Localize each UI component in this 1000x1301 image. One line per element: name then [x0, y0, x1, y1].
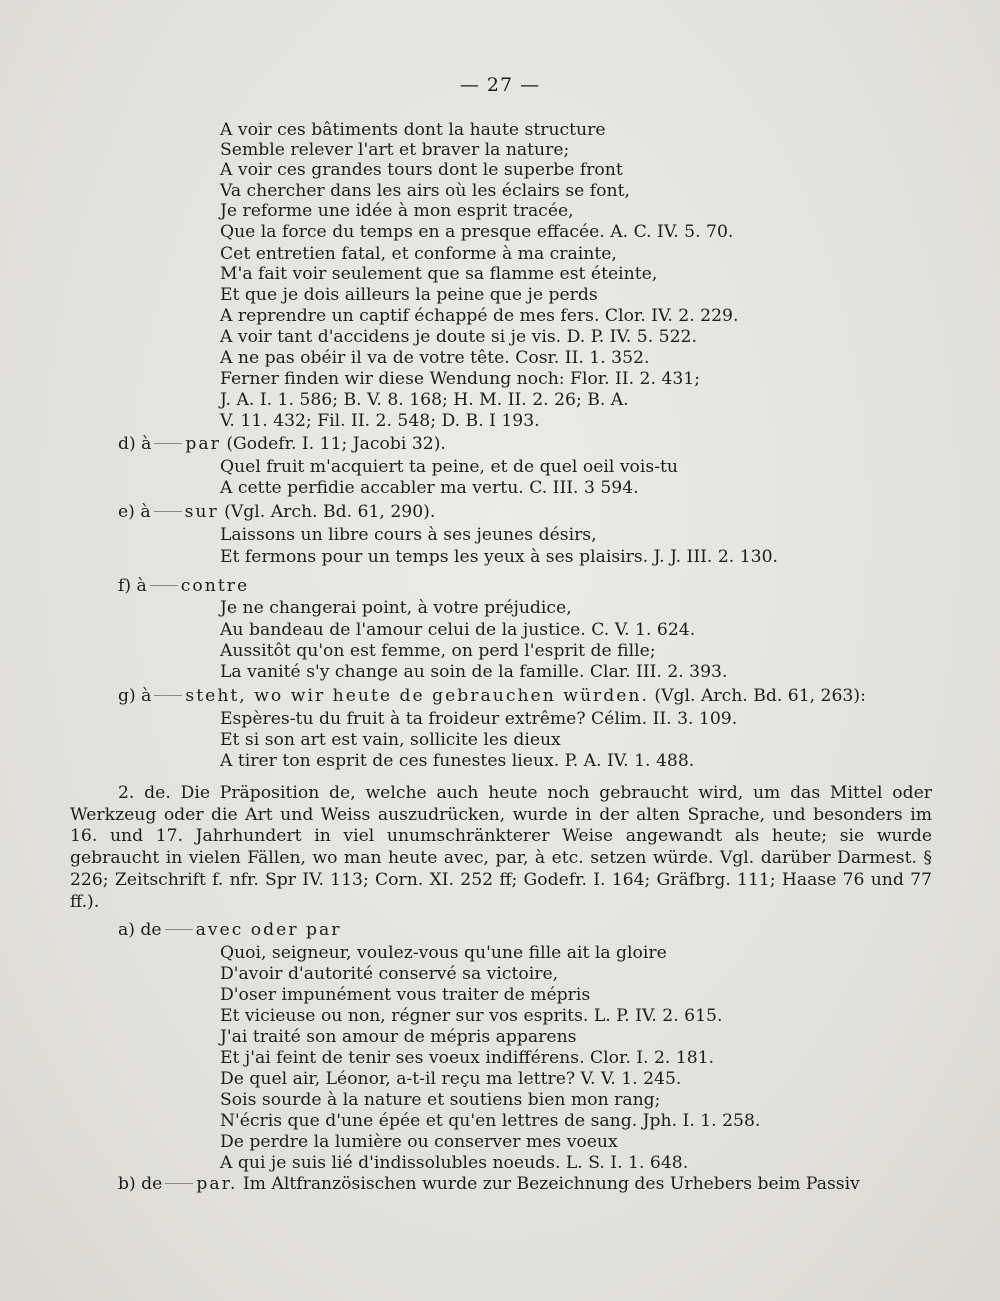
- section-head: sur: [184, 502, 219, 522]
- text-line: De quel air, Léonor, a-t-il reçu ma lettre? V. V. 1. 245.: [220, 1069, 682, 1089]
- section-label: a) de: [118, 920, 162, 940]
- section-label: f) à: [118, 576, 147, 596]
- text-line: Et que je dois ailleurs la peine que je perds: [220, 285, 598, 305]
- dash-rule: [154, 443, 182, 444]
- text-line: Sois sourde à la nature et soutiens bien mon rang;: [220, 1090, 661, 1110]
- section-rest: Im Altfranzösischen wurde zur Bezeichnung des Urhebers beim Passiv: [237, 1174, 860, 1194]
- section-heading: [118, 920, 341, 940]
- text-line: Je reforme une idée à mon esprit tracée,: [220, 201, 574, 221]
- section-head: par.: [196, 1174, 238, 1194]
- text-line: M'a fait voir seulement que sa flamme est éteinte,: [220, 264, 658, 284]
- text-line: Quel fruit m'acquiert ta peine, et de quel oeil vois-tu: [220, 457, 679, 477]
- text-line: Que la force du temps en a presque effacée. A. C. IV. 5. 70.: [220, 222, 734, 242]
- text-line: Cet entretien fatal, et conforme à ma crainte,: [220, 244, 617, 264]
- section-heading: [118, 686, 866, 706]
- text-line: A cette perfidie accabler ma vertu. C. III. 3 594.: [220, 478, 639, 498]
- text-line: A voir ces grandes tours dont le superbe front: [220, 160, 623, 180]
- dash-rule: [154, 695, 182, 696]
- text-line: A voir tant d'accidens je doute si je vis. D. P. IV. 5. 522.: [220, 327, 697, 347]
- text-line: A voir ces bâtiments dont la haute structure: [220, 120, 606, 140]
- section-head: par: [185, 434, 221, 454]
- text-line: Laissons un libre cours à ses jeunes désirs,: [220, 525, 597, 545]
- dash-rule: [165, 929, 193, 930]
- section-label: e) à: [118, 502, 151, 522]
- text-line: J. A. I. 1. 586; B. V. 8. 168; H. M. II. 2. 26; B. A.: [220, 390, 629, 410]
- section-rest: (Vgl. Arch. Bd. 61, 290).: [218, 502, 436, 522]
- section-head: steht, wo wir heute de gebrauchen würden.: [185, 686, 649, 706]
- text-line: N'écris que d'une épée et qu'en lettres de sang. Jph. I. 1. 258.: [220, 1111, 761, 1131]
- text-line: J'ai traité son amour de mépris apparens: [220, 1027, 577, 1047]
- section-head: contre: [180, 576, 250, 596]
- section-head: avec oder par: [195, 920, 342, 940]
- text-line: Aussitôt qu'on est femme, on perd l'esprit de fille;: [220, 641, 656, 661]
- text-line: Quoi, seigneur, voulez-vous qu'une fille ait la gloire: [220, 943, 667, 963]
- paragraph-de: 2. de. Die Präposition de, welche auch heute noch gebraucht wird, um das Mittel oder Werkzeug oder die Art und Weiss auszudrücken, wurde in der alten Sprache, und besonders im 16. und 17. Jahrhundert in viel unumschränkterer Weise angewandt als heute; sie wurde gebraucht in vielen Fällen, wo man heute avec, par, à etc. setzen würde. Vgl. darüber Darmest. § 226; Zeitschrift f. nfr. Spr IV. 113; Corn. XI. 252 ff; Godefr. I. 164; Gräfbrg. 111; Haase 76 und 77 ff.).: [70, 783, 932, 912]
- section-heading: [118, 502, 435, 522]
- section-heading: [118, 576, 249, 596]
- text-line: La vanité s'y change au soin de la famille. Clar. III. 2. 393.: [220, 662, 728, 682]
- dash-rule: [165, 1183, 193, 1184]
- text-line: Semble relever l'art et braver la nature;: [220, 140, 570, 160]
- dash-rule: [150, 585, 178, 586]
- text-line: Et j'ai feint de tenir ses voeux indifférens. Clor. I. 2. 181.: [220, 1048, 715, 1068]
- text-line: Ferner finden wir diese Wendung noch: Flor. II. 2. 431;: [220, 369, 701, 389]
- page-number: — 27 —: [459, 74, 541, 96]
- text-line: A reprendre un captif échappé de mes fers. Clor. IV. 2. 229.: [220, 306, 739, 326]
- section-heading: [118, 1174, 860, 1194]
- text-line: A ne pas obéir il va de votre tête. Cosr. II. 1. 352.: [220, 348, 650, 368]
- section-label: b) de: [118, 1174, 163, 1194]
- section-rest: (Vgl. Arch. Bd. 61, 263):: [648, 686, 866, 706]
- text-line: Va chercher dans les airs où les éclairs se font,: [220, 181, 630, 201]
- text-line: Et si son art est vain, sollicite les dieux: [220, 730, 561, 750]
- text-line: Je ne changerai point, à votre préjudice,: [220, 598, 572, 618]
- text-line: D'avoir d'autorité conservé sa victoire,: [220, 964, 559, 984]
- section-heading: [118, 434, 446, 454]
- text-line: Espères-tu du fruit à ta froideur extrême? Célim. II. 3. 109.: [220, 709, 738, 729]
- text-line: Et fermons pour un temps les yeux à ses plaisirs. J. J. III. 2. 130.: [220, 547, 778, 567]
- text-line: De perdre la lumière ou conserver mes voeux: [220, 1132, 618, 1152]
- text-line: A tirer ton esprit de ces funestes lieux. P. A. IV. 1. 488.: [220, 751, 695, 771]
- text-line: Au bandeau de l'amour celui de la justice. C. V. 1. 624.: [220, 620, 696, 640]
- section-label: g) à: [118, 686, 152, 706]
- text-line: V. 11. 432; Fil. II. 2. 548; D. B. I 193.: [220, 411, 540, 431]
- section-label: d) à: [118, 434, 152, 454]
- text-line: A qui je suis lié d'indissolubles noeuds. L. S. I. 1. 648.: [220, 1153, 689, 1173]
- section-rest: (Godefr. I. 11; Jacobi 32).: [220, 434, 446, 454]
- dash-rule: [154, 511, 182, 512]
- text-line: Et vicieuse ou non, régner sur vos esprits. L. P. IV. 2. 615.: [220, 1006, 723, 1026]
- text-line: D'oser impunément vous traiter de mépris: [220, 985, 591, 1005]
